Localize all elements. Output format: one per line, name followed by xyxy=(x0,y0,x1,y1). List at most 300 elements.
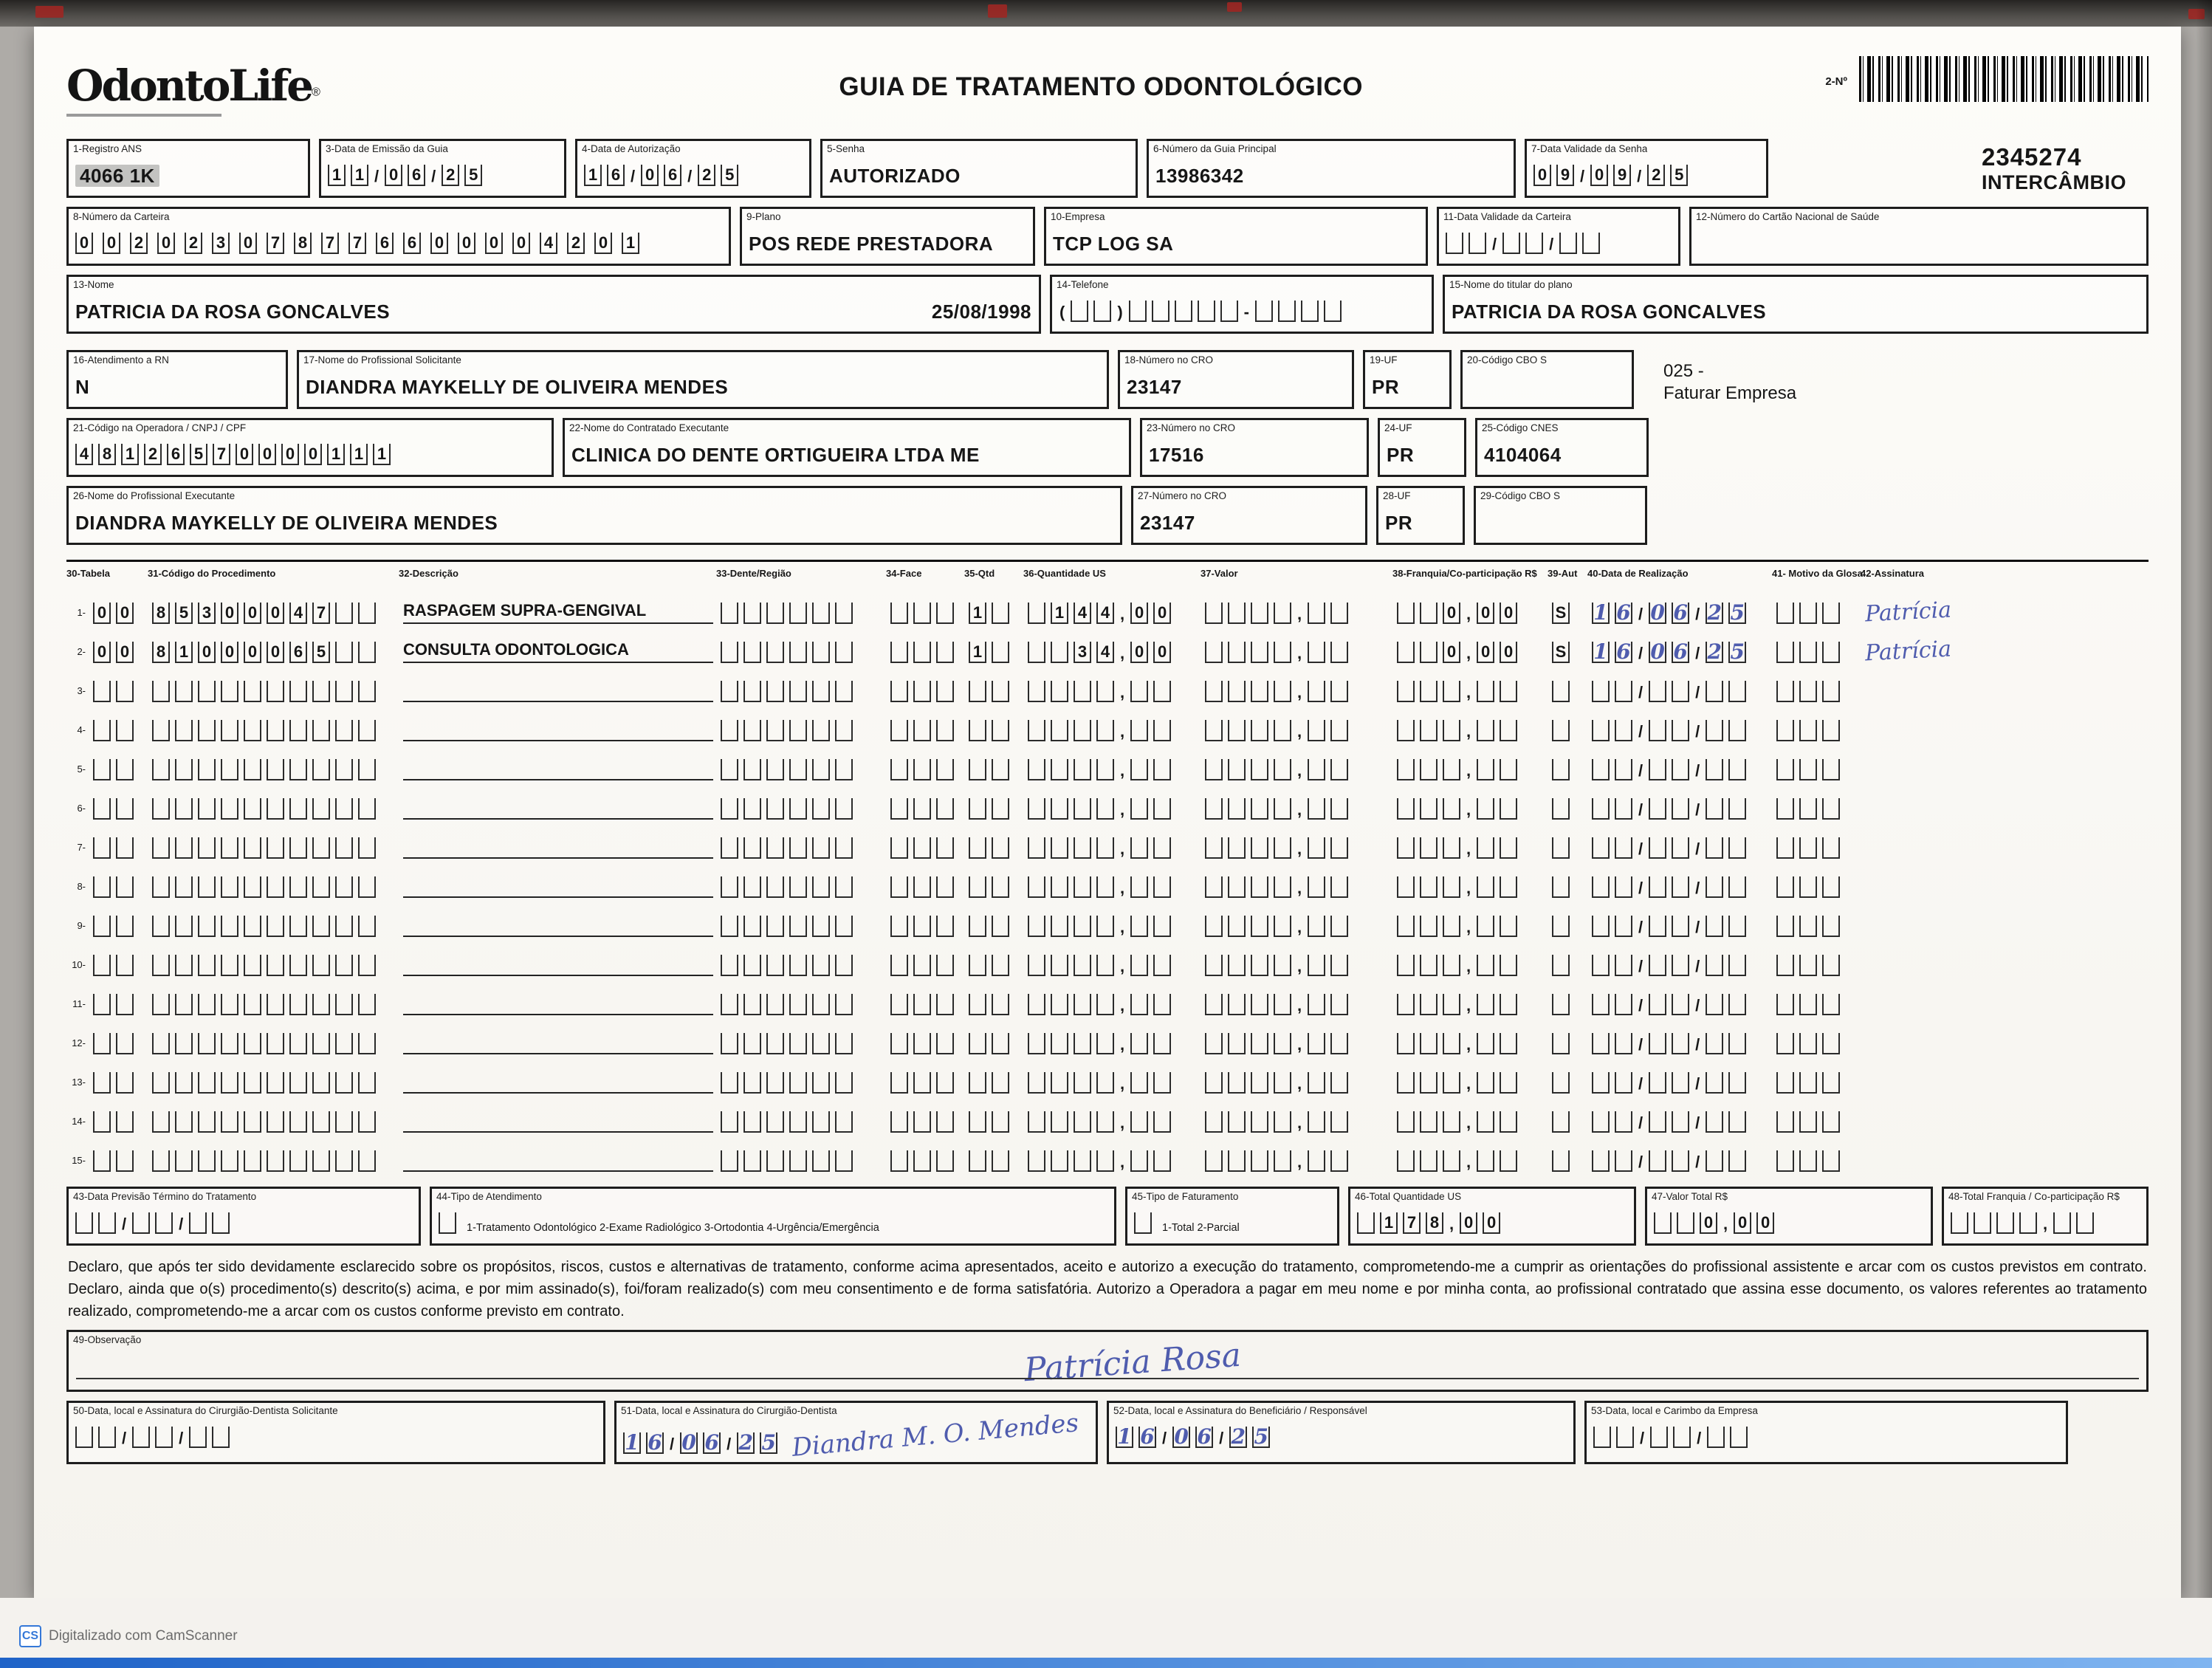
comb-cell xyxy=(1706,1111,1723,1133)
field-label: 47-Valor Total R$ xyxy=(1652,1191,1728,1202)
comb-cell xyxy=(1672,1072,1689,1094)
col-n: 3- xyxy=(77,685,86,696)
comb-cell xyxy=(1592,955,1610,976)
comb-cell xyxy=(1615,1072,1632,1094)
comb-cell xyxy=(221,720,238,741)
comb-cell xyxy=(221,837,238,859)
comb-separator: / xyxy=(1638,840,1643,858)
col-n: 10- xyxy=(72,959,86,970)
comb-cell xyxy=(789,1033,807,1054)
data-emissao-value xyxy=(328,165,482,186)
col-code xyxy=(152,916,396,937)
comb-cell xyxy=(913,1111,931,1133)
col-qtd xyxy=(969,642,1020,663)
col-code xyxy=(152,837,396,859)
comb-cell xyxy=(175,1033,193,1054)
comb-cell xyxy=(1469,233,1486,254)
comb-cell xyxy=(1822,916,1840,937)
field-label: 21-Código na Operadora / CNPJ / CPF xyxy=(73,422,247,433)
comb-cell: 0 xyxy=(1172,1427,1190,1448)
comb-separator: , xyxy=(1723,1215,1728,1233)
comb-separator: , xyxy=(2043,1215,2048,1233)
comb-cell xyxy=(1615,759,1632,780)
comb-cell xyxy=(1028,916,1045,937)
comb-cell xyxy=(152,798,170,820)
col-code xyxy=(152,1033,396,1054)
comb-cell xyxy=(312,837,330,859)
comb-cell: 1 xyxy=(1051,603,1068,624)
comb-cell xyxy=(1420,1150,1438,1172)
comb-cell xyxy=(890,720,908,741)
comb-cell xyxy=(1420,603,1438,624)
comb-cell xyxy=(312,916,330,937)
comb-cell: 7 xyxy=(267,233,284,254)
comb-cell xyxy=(1776,1072,1794,1094)
comb-cell: 2 xyxy=(698,165,715,186)
comb-cell: 0 xyxy=(1477,642,1494,663)
comb-cell xyxy=(221,798,238,820)
comb-cell xyxy=(1251,1072,1268,1094)
comb-separator: / xyxy=(122,1215,127,1233)
comb-cell xyxy=(969,1072,986,1094)
col-tabela xyxy=(93,798,145,820)
comb-cell xyxy=(267,955,284,976)
contratado-executante-value: CLINICA DO DENTE ORTIGUEIRA LTDA ME xyxy=(571,444,980,466)
col-valor xyxy=(1205,798,1390,820)
comb-cell xyxy=(1500,681,1517,702)
col-qty_us xyxy=(1028,681,1198,702)
field-label: 49-Observação xyxy=(73,1334,142,1345)
comb-cell xyxy=(221,1111,238,1133)
comb-cell xyxy=(1728,1033,1746,1054)
comb-separator: , xyxy=(1120,605,1125,623)
camscanner-badge: CS xyxy=(19,1625,41,1647)
comb-cell xyxy=(1308,1150,1325,1172)
plano-value: POS REDE PRESTADORA xyxy=(749,233,994,255)
field-label: 18-Número no CRO xyxy=(1124,354,1214,365)
comb-cell xyxy=(132,1212,150,1234)
comb-separator: , xyxy=(1120,800,1125,819)
comb-cell xyxy=(1822,642,1840,663)
comb-cell xyxy=(1028,994,1045,1015)
comb-cell xyxy=(812,1111,830,1133)
comb-cell xyxy=(1205,603,1223,624)
tipo-faturamento-box xyxy=(1134,1212,1152,1234)
col-qty_us xyxy=(1028,876,1198,898)
comb-cell xyxy=(1649,1033,1666,1054)
comb-cell: S xyxy=(1552,642,1570,663)
uf-solicitante-value: PR xyxy=(1372,376,1400,398)
comb-cell xyxy=(1552,876,1570,898)
validade-carteira-value xyxy=(1446,233,1600,254)
comb-cell xyxy=(1251,1111,1268,1133)
comb-cell xyxy=(1153,916,1171,937)
comb-cell xyxy=(152,681,170,702)
comb-separator: / xyxy=(1695,605,1700,623)
comb-cell xyxy=(1074,798,1091,820)
comb-cell xyxy=(992,955,1009,976)
comb-cell xyxy=(93,837,111,859)
comb-cell xyxy=(1074,1111,1091,1133)
comb-cell: 2 xyxy=(567,233,585,254)
comb-cell xyxy=(1420,1072,1438,1094)
col-qtd xyxy=(969,916,1020,937)
comb-cell xyxy=(835,876,853,898)
comb-cell xyxy=(1129,301,1147,322)
comb-cell xyxy=(992,720,1009,741)
comb-cell xyxy=(890,955,908,976)
scan-red-artifact xyxy=(35,6,63,18)
comb-cell xyxy=(1096,994,1114,1015)
comb-separator: , xyxy=(1297,683,1302,701)
comb-separator: / xyxy=(1695,957,1700,975)
comb-cell xyxy=(1397,798,1415,820)
comb-cell xyxy=(1477,1111,1494,1133)
comb-cell xyxy=(198,1150,216,1172)
senha-value: AUTORIZADO xyxy=(829,165,961,187)
comb-cell xyxy=(913,681,931,702)
comb-cell xyxy=(198,759,216,780)
comb-cell xyxy=(1274,837,1291,859)
comb-cell xyxy=(267,798,284,820)
col-tabela xyxy=(93,1072,145,1094)
comb-cell: 6 xyxy=(376,233,394,254)
comb-separator: , xyxy=(1120,1113,1125,1132)
observacao-handwriting: Patrícia Rosa xyxy=(1023,1336,1243,1390)
comb-separator: , xyxy=(1120,1074,1125,1093)
comb-cell xyxy=(175,681,193,702)
comb-cell xyxy=(1776,642,1794,663)
comb-cell xyxy=(1706,1072,1723,1094)
col-desc xyxy=(403,755,713,780)
col-data xyxy=(1592,798,1769,820)
col-dente xyxy=(721,798,883,820)
col-glosa xyxy=(1776,876,1858,898)
comb-cell xyxy=(267,876,284,898)
comb-cell xyxy=(221,1072,238,1094)
field-label: 48-Total Franquia / Co-participação R$ xyxy=(1948,1191,2120,1202)
comb-cell xyxy=(1051,876,1068,898)
col-franquia xyxy=(1397,837,1545,859)
col-n: 13- xyxy=(72,1077,86,1088)
comb-separator: / xyxy=(1638,644,1643,662)
tipo-atendimento-box xyxy=(439,1212,456,1234)
assinatura-beneficiario-data xyxy=(1116,1424,1270,1449)
col-code xyxy=(152,1150,396,1172)
column-header: 39-Aut xyxy=(1548,568,1578,579)
comb-cell xyxy=(890,837,908,859)
comb-cell xyxy=(1728,1072,1746,1094)
comb-cell xyxy=(289,916,307,937)
comb-cell xyxy=(267,681,284,702)
comb-cell xyxy=(1799,681,1817,702)
comb-cell: 0 xyxy=(1500,603,1517,624)
comb-cell xyxy=(936,955,954,976)
comb-cell xyxy=(1074,876,1091,898)
comb-cell: 1 xyxy=(328,165,346,186)
comb-cell xyxy=(1205,1111,1223,1133)
field-observacao xyxy=(66,1330,2149,1392)
comb-cell: 4 xyxy=(289,603,307,624)
comb-cell xyxy=(152,876,170,898)
comb-cell: 0 xyxy=(1153,642,1171,663)
comb-cell xyxy=(289,1033,307,1054)
comb-cell: 1 xyxy=(623,1432,641,1454)
comb-cell xyxy=(1776,798,1794,820)
comb-cell: 2 xyxy=(442,165,459,186)
comb-cell xyxy=(1672,798,1689,820)
col-qtd xyxy=(969,1150,1020,1172)
row-signatures xyxy=(66,1401,2149,1464)
col-data xyxy=(1592,916,1769,937)
comb-cell xyxy=(1274,955,1291,976)
field-label: 44-Tipo de Atendimento xyxy=(436,1191,542,1202)
field-label: 29-Código CBO S xyxy=(1480,490,1561,501)
comb-separator: , xyxy=(1297,918,1302,936)
comb-cell xyxy=(766,720,784,741)
comb-cell: 1 xyxy=(622,233,639,254)
comb-cell xyxy=(1308,798,1325,820)
comb-cell xyxy=(1308,1072,1325,1094)
comb-cell xyxy=(221,994,238,1015)
comb-cell xyxy=(1308,837,1325,859)
col-valor xyxy=(1205,916,1390,937)
codigo-cnes-value: 4104064 xyxy=(1484,444,1562,466)
comb-cell xyxy=(1799,916,1817,937)
procedure-row xyxy=(66,702,2149,741)
comb-cell xyxy=(913,642,931,663)
col-glosa xyxy=(1776,1111,1858,1133)
col-aut xyxy=(1552,720,1584,741)
comb-cell xyxy=(358,642,376,663)
comb-cell xyxy=(1443,1150,1460,1172)
comb-cell xyxy=(1672,1111,1689,1133)
comb-cell: 4 xyxy=(1074,603,1091,624)
comb-cell xyxy=(1822,955,1840,976)
comb-cell xyxy=(1096,759,1114,780)
comb-cell xyxy=(358,1111,376,1133)
comb-cell xyxy=(221,955,238,976)
comb-cell xyxy=(312,955,330,976)
comb-cell xyxy=(1205,955,1223,976)
comb-cell xyxy=(312,681,330,702)
scan-shadow xyxy=(2196,0,2212,1668)
comb-cell xyxy=(1096,955,1114,976)
comb-cell xyxy=(116,759,134,780)
col-qtd xyxy=(969,1033,1020,1054)
comb-cell xyxy=(721,681,738,702)
comb-cell xyxy=(1051,798,1068,820)
carimbo-empresa-data xyxy=(1593,1427,1748,1448)
comb-cell xyxy=(789,759,807,780)
comb-cell xyxy=(152,759,170,780)
comb-cell xyxy=(155,1427,173,1448)
comb-cell xyxy=(198,1111,216,1133)
comb-cell: 6 xyxy=(703,1432,721,1454)
numero-guia-principal-value: 13986342 xyxy=(1155,165,1244,187)
comb-cell xyxy=(1028,1072,1045,1094)
comb-cell: 0 xyxy=(641,165,659,186)
comb-cell xyxy=(789,642,807,663)
comb-cell xyxy=(1500,759,1517,780)
comb-cell xyxy=(721,837,738,859)
comb-cell xyxy=(1096,837,1114,859)
comb-cell xyxy=(221,876,238,898)
comb-cell xyxy=(743,916,761,937)
comb-cell xyxy=(1776,1111,1794,1133)
comb-cell xyxy=(1822,1150,1840,1172)
comb-cell xyxy=(335,759,353,780)
field-label: 14-Telefone xyxy=(1057,279,1109,290)
comb-cell xyxy=(1582,233,1600,254)
comb-cell xyxy=(766,681,784,702)
comb-cell xyxy=(1776,759,1794,780)
comb-cell xyxy=(1615,837,1632,859)
comb-cell xyxy=(267,994,284,1015)
comb-cell xyxy=(1728,1150,1746,1172)
comb-cell xyxy=(93,1072,111,1094)
comb-cell: 0 xyxy=(304,444,322,465)
comb-cell xyxy=(1051,1072,1068,1094)
comb-cell xyxy=(1500,1033,1517,1054)
comb-cell xyxy=(1251,955,1268,976)
comb-cell xyxy=(1728,798,1746,820)
comb-cell xyxy=(1799,837,1817,859)
comb-cell: 6 xyxy=(1672,642,1689,663)
field-label: 45-Tipo de Faturamento xyxy=(1132,1191,1239,1202)
comb-separator: / xyxy=(1695,761,1700,780)
field-nome-paciente xyxy=(66,275,1041,334)
comb-cell xyxy=(890,681,908,702)
comb-separator: , xyxy=(1120,996,1125,1015)
comb-separator: , xyxy=(1120,957,1125,975)
comb-cell xyxy=(312,1072,330,1094)
comb-cell xyxy=(1074,955,1091,976)
comb-cell xyxy=(1822,1072,1840,1094)
comb-cell xyxy=(1592,720,1610,741)
comb-cell: 1 xyxy=(175,642,193,663)
comb-cell xyxy=(1198,301,1215,322)
comb-cell xyxy=(1397,916,1415,937)
comb-cell xyxy=(116,681,134,702)
comb-cell xyxy=(969,798,986,820)
comb-cell xyxy=(1500,876,1517,898)
comb-cell xyxy=(743,642,761,663)
scan-red-artifact xyxy=(988,4,1007,18)
comb-cell xyxy=(1028,681,1045,702)
comb-cell xyxy=(1096,798,1114,820)
comb-cell xyxy=(116,1033,134,1054)
col-valor xyxy=(1205,994,1390,1015)
comb-cell xyxy=(743,994,761,1015)
comb-cell xyxy=(1649,1111,1666,1133)
comb-cell xyxy=(1443,837,1460,859)
comb-cell xyxy=(1615,1033,1632,1054)
comb-cell xyxy=(766,837,784,859)
tipo-faturamento-options: 1-Total 2-Parcial xyxy=(1162,1222,1240,1234)
comb-cell xyxy=(812,720,830,741)
comb-cell: 5 xyxy=(190,444,207,465)
field-valor-total xyxy=(1645,1187,1933,1246)
comb-cell xyxy=(93,876,111,898)
comb-cell: 7 xyxy=(1403,1212,1421,1234)
comb-cell: 6 xyxy=(289,642,307,663)
comb-cell xyxy=(1477,1033,1494,1054)
field-previsao-termino xyxy=(66,1187,421,1246)
comb-separator: , xyxy=(1297,879,1302,897)
comb-cell xyxy=(1074,720,1091,741)
comb-cell: 0 xyxy=(430,233,448,254)
field-label: 13-Nome xyxy=(73,279,114,290)
comb-cell xyxy=(335,1150,353,1172)
field-assinatura-beneficiario xyxy=(1107,1401,1576,1464)
comb-cell xyxy=(1799,1033,1817,1054)
comb-cell xyxy=(913,916,931,937)
column-header: 41- Motivo da Glosa xyxy=(1772,568,1863,579)
comb-cell xyxy=(1274,681,1291,702)
comb-cell xyxy=(1308,916,1325,937)
field-data-emissao xyxy=(319,139,566,198)
col-glosa xyxy=(1776,1033,1858,1054)
comb-cell: 0 xyxy=(1477,603,1494,624)
comb-cell xyxy=(1051,916,1068,937)
col-aut xyxy=(1552,1111,1584,1133)
comb-cell xyxy=(1251,681,1268,702)
comb-cell xyxy=(1130,1111,1148,1133)
row-totals xyxy=(66,1187,2149,1246)
comb-cell xyxy=(1274,1111,1291,1133)
comb-cell xyxy=(198,955,216,976)
comb-cell xyxy=(1728,1111,1746,1133)
billing-note xyxy=(1663,350,1796,409)
comb-cell xyxy=(1153,1111,1171,1133)
col-n: 6- xyxy=(77,803,86,814)
col-data xyxy=(1592,759,1769,780)
comb-cell xyxy=(1799,1150,1817,1172)
comb-separator: / xyxy=(1638,996,1643,1015)
comb-cell xyxy=(936,1072,954,1094)
comb-cell: 5 xyxy=(1252,1427,1270,1448)
comb-separator: , xyxy=(1120,1153,1125,1171)
comb-separator: / xyxy=(1580,167,1585,185)
field-numero-carteira xyxy=(66,207,731,266)
total-franquia-value xyxy=(1951,1212,2094,1234)
comb-cell: 7 xyxy=(321,233,339,254)
col-glosa xyxy=(1776,994,1858,1015)
field-data-autorizacao xyxy=(575,139,811,198)
comb-cell xyxy=(1974,1212,1991,1234)
col-code xyxy=(152,876,396,898)
comb-cell xyxy=(1776,837,1794,859)
comb-cell xyxy=(1477,798,1494,820)
comb-cell: 1 xyxy=(350,444,368,465)
procedure-row xyxy=(66,937,2149,976)
comb-cell xyxy=(1500,1150,1517,1172)
comb-cell xyxy=(1799,876,1817,898)
field-validade-senha xyxy=(1525,139,1768,198)
comb-cell: 3 xyxy=(212,233,230,254)
comb-cell xyxy=(312,1111,330,1133)
comb-cell: 1 xyxy=(373,444,391,465)
comb-cell: 2 xyxy=(1647,165,1665,186)
row-beneficiary-card xyxy=(66,207,2149,266)
col-franquia xyxy=(1397,798,1545,820)
comb-cell: 6 xyxy=(408,165,425,186)
comb-cell xyxy=(1153,1072,1171,1094)
col-qty_us xyxy=(1028,837,1198,859)
col-face xyxy=(890,603,961,624)
comb-cell: 8 xyxy=(152,603,170,624)
